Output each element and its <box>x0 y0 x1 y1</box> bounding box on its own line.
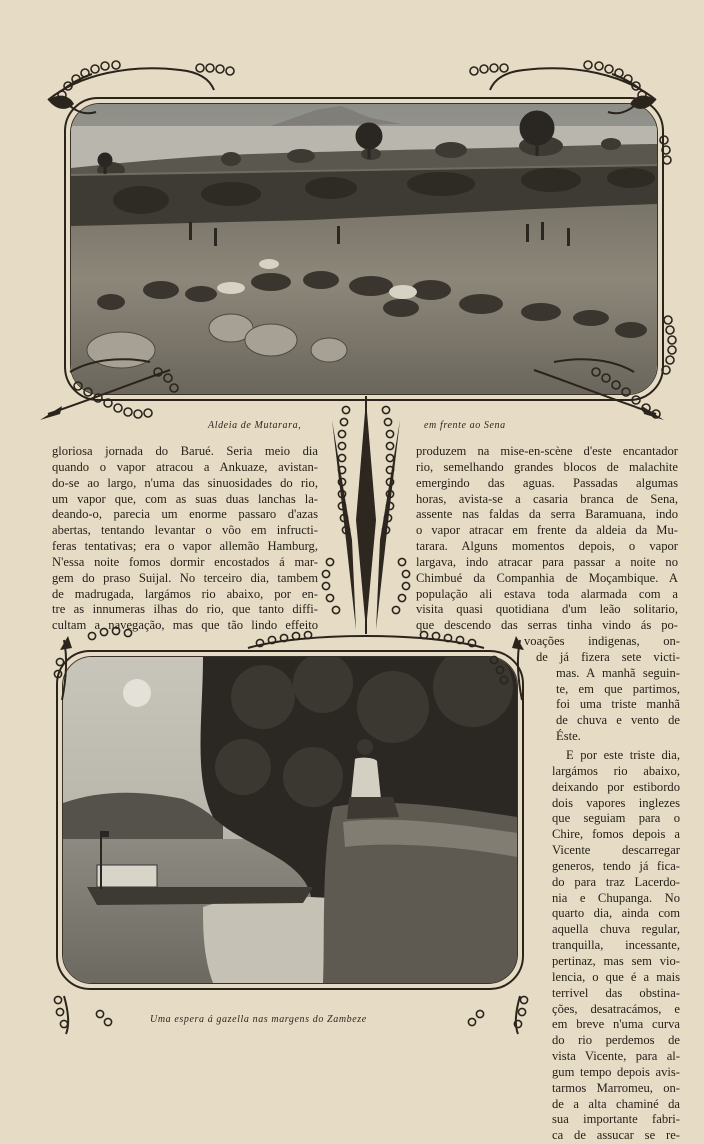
text-line: de madrugada, largámos rio abaixo, por en- <box>52 586 318 601</box>
text-line: largava, indo atracar para passar a noite no <box>416 554 678 569</box>
text-line: Éste. <box>556 729 581 744</box>
text-line: deando-o, parecia um enorme passaro d'azas <box>52 507 318 522</box>
text-line: que seguiam para o <box>552 811 680 826</box>
text-line: vista Vicente, para al- <box>552 1049 680 1064</box>
right-text-column-upper <box>416 444 678 634</box>
text-line: visita quasi quotidiana d'um leão solitario, <box>416 602 678 617</box>
text-line: tre as innumeras ilhas do rio, que tanto diffi- <box>52 602 318 617</box>
top-photo-caption-right: em frente ao Sena <box>424 420 506 431</box>
text-line: Chire, fomos depois a <box>552 827 680 842</box>
text-line: em breve n'uma curva <box>552 1017 680 1032</box>
text-line: do rio perdemos de <box>552 1033 680 1048</box>
text-line: ca de assucar se re- <box>552 1128 680 1143</box>
text-line: ções, desatracámos, e <box>552 1001 680 1016</box>
text-line: um vapor que, com as suas duas lanchas la- <box>52 491 318 506</box>
text-line: Chimbué da Companhia de Moçambique. A <box>416 570 678 585</box>
text-line: generos, tendo já fica- <box>552 858 680 873</box>
text-line: te, em que partimos, <box>556 681 680 696</box>
top-photo-caption-left: Aldeia de Mutarara, <box>208 420 302 431</box>
text-line: mas. A manhã seguin- <box>556 665 680 680</box>
text-line: assente nas faldas da serra Baramuana, indo <box>416 507 678 522</box>
text-line: sua importante fabri- <box>552 1112 680 1127</box>
text-line: rio, semelhando grandes blocos de malachite <box>416 459 678 474</box>
text-line: Vicente descarregar <box>552 843 680 858</box>
text-line: foi uma triste manhã <box>556 697 680 712</box>
text-line: feras tentativas; era o vapor allemão Hamburg, <box>52 539 318 554</box>
text-line: do-se ao largo, n'uma das sinuosidades do rio, <box>52 475 318 490</box>
text-line: tarmos Marromeu, on- <box>552 1080 680 1095</box>
text-line: pertinaz, mas sem vio- <box>552 953 680 968</box>
text-line: gem do praso Suijal. No terceiro dia, tambem <box>52 570 318 585</box>
text-line: E por este triste dia, <box>566 748 680 762</box>
bottom-photo-caption: Uma espera á gazella nas margens do Zambeze <box>150 1014 367 1025</box>
text-line: população ali estava toda alarmada com a <box>416 586 678 601</box>
text-line: abertas, tentando levantar o vôo em infructi- <box>52 523 318 538</box>
text-line: nia e Chupanga. No <box>552 890 680 905</box>
text-line: de já fizera sete victi- <box>536 649 680 664</box>
text-line: tarara. Alguns momentos depois, o vapor <box>416 539 678 554</box>
text-line: cultam a navegação, mas que tão lindo effeito <box>52 618 318 633</box>
text-line: terrivel das obstina- <box>552 985 680 1000</box>
right-text-column-taper <box>0 634 680 745</box>
text-line: emergindo das aguas. Passadas algumas <box>416 475 678 490</box>
text-line: N'essa noite fomos dormir encostados á mar- <box>52 554 318 569</box>
text-line: gloriosa jornada do Barué. Seria meio dia <box>52 444 318 458</box>
text-line: largámos rio abaixo, <box>552 763 680 778</box>
left-text-column <box>52 444 318 634</box>
text-line: lencia, o que é a mais <box>552 969 680 984</box>
text-line: aquella chuva regular, <box>552 922 680 937</box>
text-line: deixando por estibordo <box>552 779 680 794</box>
text-line: quarto dia, ainda com <box>552 906 680 921</box>
right-text-column-lower <box>552 748 680 1144</box>
text-line: do para traz Lacerdo- <box>552 874 680 889</box>
text-line: voações indigenas, on- <box>524 634 680 648</box>
text-line: o vapor atracar em frente da aldeia da Mu- <box>416 523 678 538</box>
text-line: dois vapores inglezes <box>552 795 680 810</box>
text-line: gum tempo depois avis- <box>552 1064 680 1079</box>
text-line: de chuva e vento de <box>556 713 680 728</box>
text-line: quando o vapor atracou a Ankuaze, avistan- <box>52 459 318 474</box>
text-line: horas, avista-se a casaria branca de Sena, <box>416 491 678 506</box>
text-line: que descendo das serras tinha vindo ás po- <box>416 618 678 633</box>
text-line: produzem na mise-en-scène d'este encantador <box>416 444 678 458</box>
text-line: tranquilla, incessante, <box>552 938 680 953</box>
text-line: de a alta chaminé da <box>552 1096 680 1111</box>
